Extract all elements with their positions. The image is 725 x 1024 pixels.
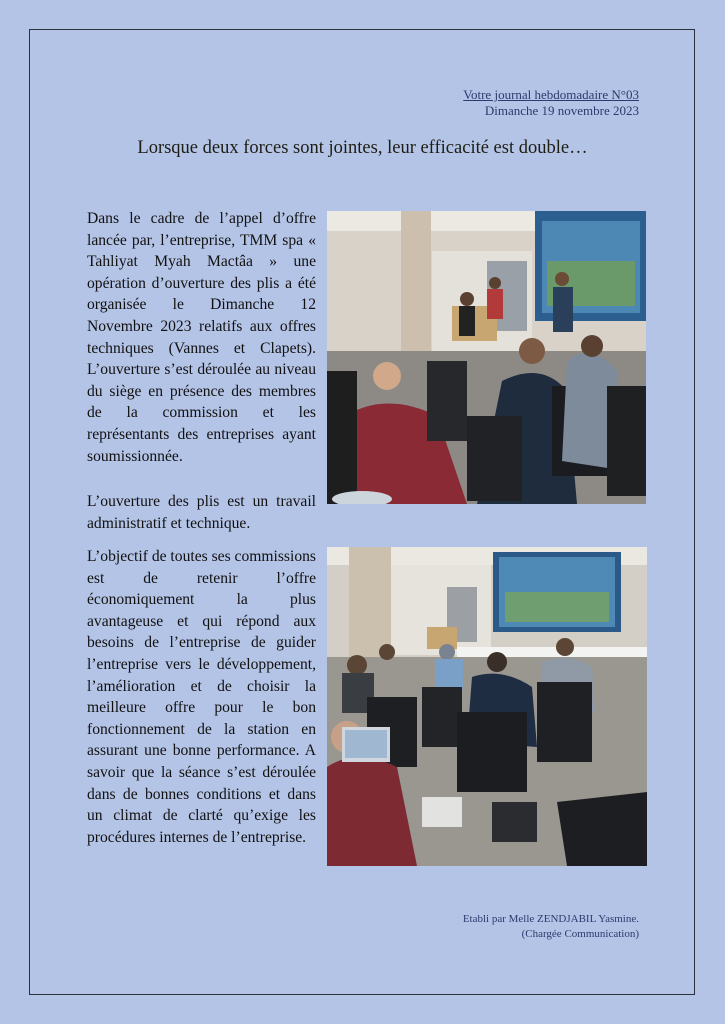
article-paragraph-1: Dans le cadre de l’appel d’offre lancée par, l’entreprise, TMM spa « Tahliyat Myah Mactâa » une opération d’ouverture des plis a été organisée le Dimanche 12 Novembre 2023 relatifs aux offres techniques (Vannes et Clapets). L’ouverture s’est déroulée au niveau du siège en présence des membres de la commission et les représentants des entreprises ayant soumissionnée. [87, 210, 316, 465]
issue-date: Dimanche 19 novembre 2023 [484, 103, 639, 118]
meeting-photo-2 [327, 547, 647, 866]
issue-number: Votre journal hebdomadaire N°03 [463, 87, 639, 102]
newsletter-header [463, 87, 639, 119]
footer-credit [463, 912, 639, 942]
headline: Lorsque deux forces sont jointes, leur efficacité est double… [137, 138, 588, 158]
author-role: (Chargée Communication) [521, 928, 639, 940]
article-paragraph-3: L’objectif de toutes ses commissions est de retenir l’offre économiquement la plus avantageuse et qui répond aux besoins de l’entreprise de guider l’entreprise vers le développement, l’amélioration et de choisir la meilleure offre pour le bon fonctionnement de la station en assurant une bonne performance. A savoir que la séance s’est déroulée dans de bonnes conditions et dans un climat de clarté qu’exige les procédures internes de l’entreprise. [87, 548, 316, 846]
article-paragraph-2: L’ouverture des plis est un travail administratif et technique. [87, 493, 316, 532]
author-line: Etabli par Melle ZENDJABIL Yasmine. [462, 913, 639, 925]
meeting-photo-1 [327, 211, 646, 504]
